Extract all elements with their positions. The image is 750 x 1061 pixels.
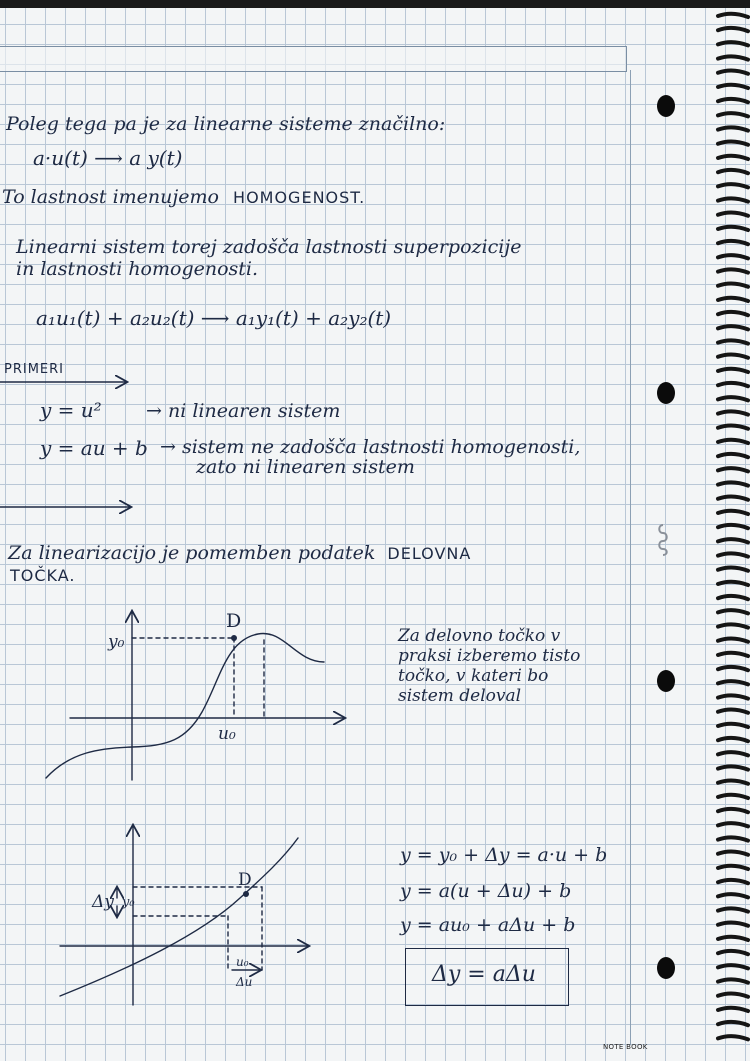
graph1-point-d <box>231 635 237 641</box>
equation-3: y = au₀ + aΔu + b <box>400 914 576 936</box>
graph1-note-3: točko, v kateri bo <box>398 666 549 686</box>
note-line-4: Linearni sistem torej zadošča lastnosti superpozicije <box>16 236 522 258</box>
graph2-curve <box>60 838 298 996</box>
graph1-note-1: Za delovno točko v <box>398 626 561 646</box>
note-delovna: DELOVNA <box>387 544 472 563</box>
note-line-6: a₁u₁(t) + a₂u₂(t) ⟶ a₁y₁(t) + a₂y₂(t) <box>36 306 392 330</box>
result-equation: Δy = aΔu <box>432 962 536 987</box>
primeri-heading: PRIMERI <box>4 362 65 377</box>
note-line-5: in lastnosti homogenosti. <box>16 258 259 280</box>
note-line-3-text: To lastnost imenujemo <box>2 186 219 208</box>
brand-label: NOTE BOOK <box>603 1043 648 1051</box>
note-line-7-text: Za linearizacijo je pomemben podatek <box>8 542 376 564</box>
note-homogenost: HOMOGENOST. <box>233 188 366 207</box>
graph1-point-label: D <box>226 610 242 632</box>
example-2-text-2: zato ni linearen sistem <box>196 456 415 478</box>
note-line-2: a·u(t) ⟶ a y(t) <box>33 146 183 170</box>
graph2-dy-label: Δy <box>92 892 114 912</box>
graph2-x-label: u₀ <box>236 955 249 969</box>
example-2-equation: y = au + b <box>40 436 148 460</box>
graph2-y-label: y₀ <box>122 895 135 910</box>
graph1-x-label: u₀ <box>218 724 236 744</box>
note-tocka: TOČKA. <box>10 566 76 585</box>
graph1-y-label: y₀ <box>108 632 125 652</box>
equation-1: y = y₀ + Δy = a·u + b <box>400 844 608 866</box>
graph2-point-d <box>243 891 249 897</box>
graph1-note-4: sistem deloval <box>398 686 522 706</box>
example-1-text: → ni linearen sistem <box>146 400 341 422</box>
graph1-note-2: praksi izberemo tisto <box>398 646 581 666</box>
graph1-curve <box>46 633 324 778</box>
equation-2: y = a(u + Δu) + b <box>400 880 572 902</box>
graph2-du-label: Δu <box>236 975 253 989</box>
graph2-point-label: D <box>238 870 252 890</box>
example-1-equation: y = u² <box>40 398 102 422</box>
example-2-text: → sistem ne zadošča lastnosti homogenosti, <box>160 436 581 458</box>
note-line-1: Poleg tega pa je za linearne sisteme značilno: <box>6 113 446 135</box>
